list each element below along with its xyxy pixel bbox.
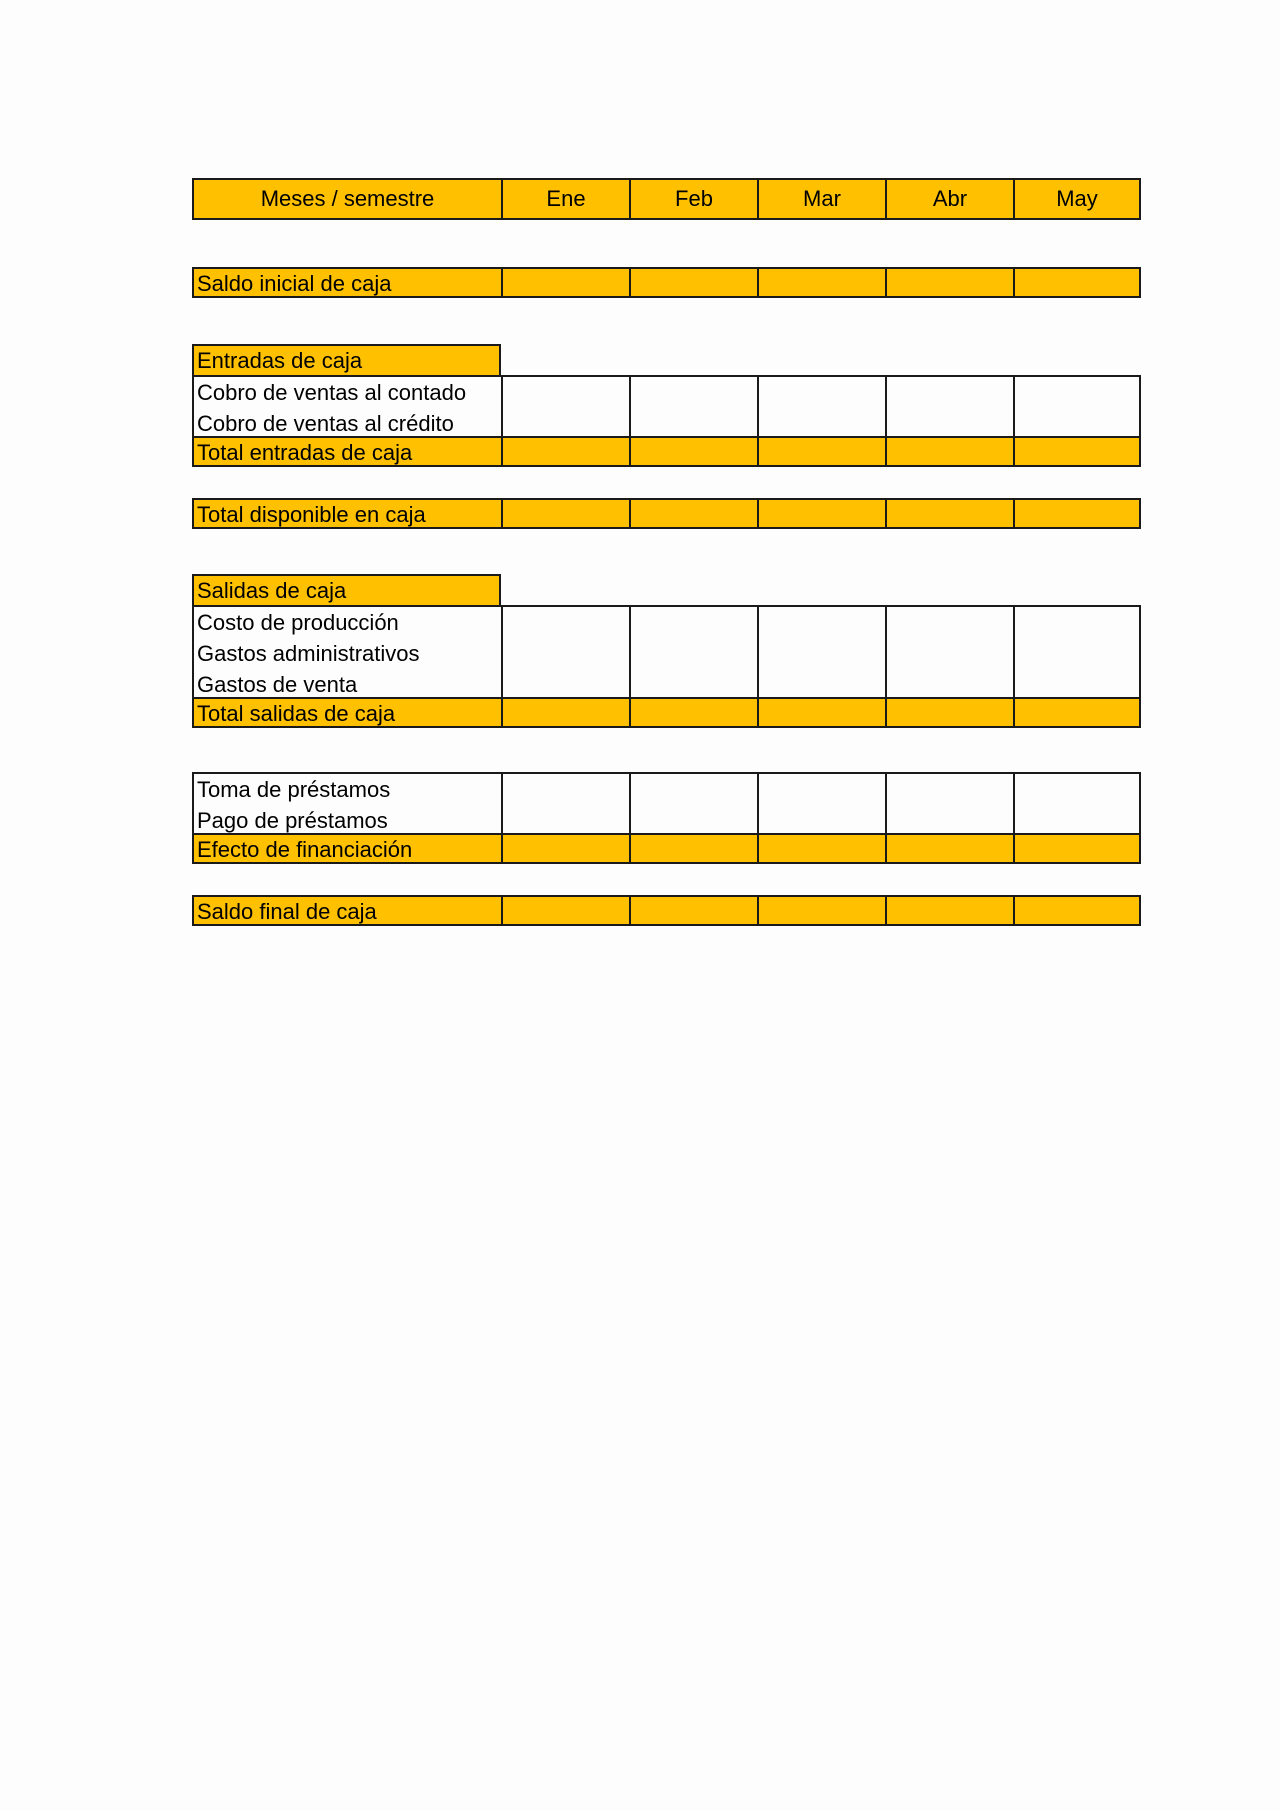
saldo-inicial-label: Saldo inicial de caja	[192, 267, 501, 298]
total-entradas-row	[192, 436, 1141, 467]
total-disponible-cell	[1013, 498, 1141, 529]
saldo-final-row	[192, 895, 1141, 926]
header-month-may: May	[1013, 178, 1141, 220]
saldo-final-cell	[757, 895, 885, 926]
financiacion-items	[192, 772, 501, 834]
entradas-item: Cobro de ventas al contado	[197, 380, 467, 405]
salidas-items	[192, 605, 501, 698]
total-salidas-cell	[629, 697, 757, 728]
salidas-cell	[885, 605, 1013, 698]
financiacion-cell	[757, 772, 885, 834]
header-row	[192, 178, 1141, 220]
salidas-cell	[501, 605, 629, 698]
financiacion-cell	[629, 772, 757, 834]
financiacion-cell	[501, 772, 629, 834]
header-month-mar: Mar	[757, 178, 885, 220]
entradas-cell	[885, 375, 1013, 437]
efecto-financiacion-cell	[757, 833, 885, 864]
total-entradas-cell	[757, 436, 885, 467]
financiacion-cell	[885, 772, 1013, 834]
saldo-inicial-cell	[629, 267, 757, 298]
entradas-cell	[629, 375, 757, 437]
total-salidas-row	[192, 697, 1141, 728]
total-entradas-label: Total entradas de caja	[192, 436, 501, 467]
saldo-final-label: Saldo final de caja	[192, 895, 501, 926]
efecto-financiacion-cell	[885, 833, 1013, 864]
efecto-financiacion-cell	[629, 833, 757, 864]
saldo-inicial-row	[192, 267, 1141, 298]
header-month-abr: Abr	[885, 178, 1013, 220]
salidas-item: Gastos administrativos	[197, 641, 420, 666]
financiacion-item: Pago de préstamos	[197, 808, 388, 833]
total-salidas-label: Total salidas de caja	[192, 697, 501, 728]
entradas-title: Entradas de caja	[192, 344, 501, 375]
efecto-financiacion-label: Efecto de financiación	[192, 833, 501, 864]
saldo-inicial-cell	[1013, 267, 1141, 298]
total-entradas-cell	[1013, 436, 1141, 467]
entradas-cell	[501, 375, 629, 437]
header-label: Meses / semestre	[192, 178, 501, 220]
total-entradas-cell	[501, 436, 629, 467]
total-disponible-label: Total disponible en caja	[192, 498, 501, 529]
efecto-financiacion-cell	[501, 833, 629, 864]
salidas-cell	[629, 605, 757, 698]
total-salidas-cell	[757, 697, 885, 728]
total-disponible-cell	[757, 498, 885, 529]
financiacion-cell	[1013, 772, 1141, 834]
total-salidas-cell	[885, 697, 1013, 728]
salidas-item: Costo de producción	[197, 610, 399, 635]
financiacion-block	[192, 772, 1141, 834]
salidas-item: Gastos de venta	[197, 672, 358, 697]
salidas-cell	[1013, 605, 1141, 698]
efecto-financiacion-row	[192, 833, 1141, 864]
saldo-final-cell	[501, 895, 629, 926]
total-salidas-cell	[501, 697, 629, 728]
saldo-final-cell	[1013, 895, 1141, 926]
saldo-final-cell	[885, 895, 1013, 926]
total-disponible-cell	[629, 498, 757, 529]
entradas-cell	[757, 375, 885, 437]
salidas-cell	[757, 605, 885, 698]
saldo-inicial-cell	[501, 267, 629, 298]
total-entradas-cell	[885, 436, 1013, 467]
efecto-financiacion-cell	[1013, 833, 1141, 864]
total-disponible-cell	[501, 498, 629, 529]
total-salidas-cell	[1013, 697, 1141, 728]
salidas-title: Salidas de caja	[192, 574, 501, 605]
total-entradas-cell	[629, 436, 757, 467]
entradas-items	[192, 375, 501, 437]
financiacion-item: Toma de préstamos	[197, 777, 391, 802]
total-disponible-row	[192, 498, 1141, 529]
salidas-block	[192, 605, 1141, 698]
saldo-inicial-cell	[757, 267, 885, 298]
total-disponible-cell	[885, 498, 1013, 529]
saldo-inicial-cell	[885, 267, 1013, 298]
entradas-item: Cobro de ventas al crédito	[197, 411, 454, 436]
header-month-feb: Feb	[629, 178, 757, 220]
saldo-final-cell	[629, 895, 757, 926]
entradas-block	[192, 375, 1141, 437]
entradas-cell	[1013, 375, 1141, 437]
header-month-ene: Ene	[501, 178, 629, 220]
